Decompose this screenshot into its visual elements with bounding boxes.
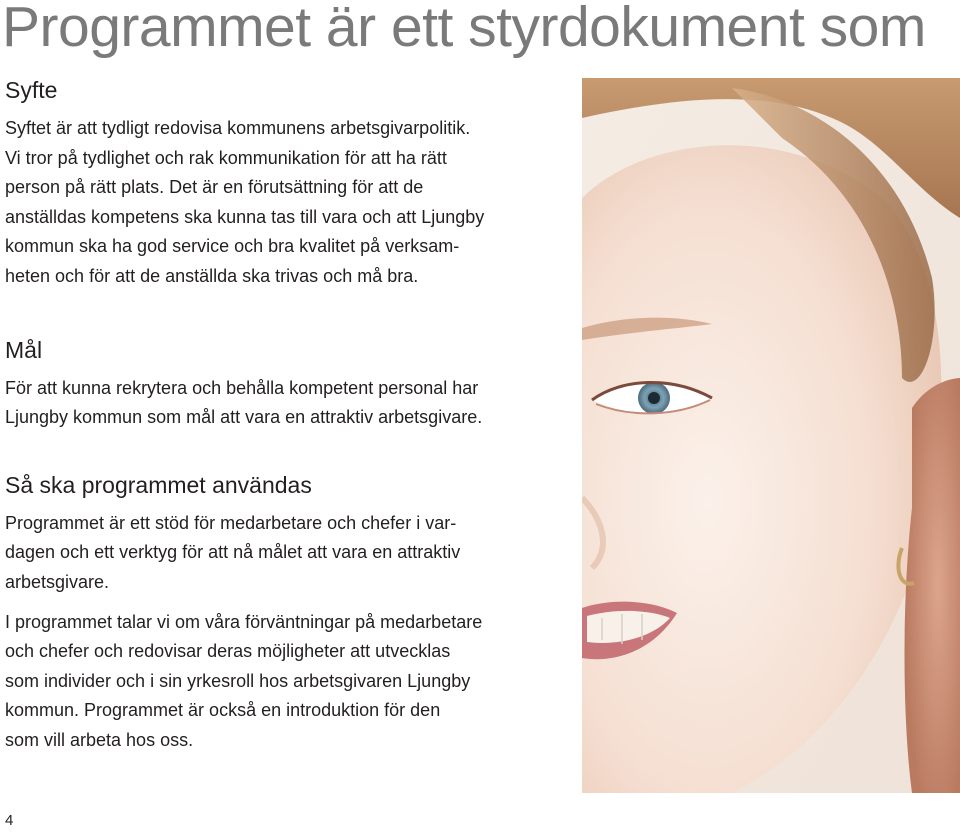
section-sa-ska-programmet-anvandas: [5, 467, 570, 756]
page-number: 4: [5, 812, 14, 829]
paragraph-sa-ska-2: [5, 608, 570, 756]
section-syfte: [5, 72, 570, 292]
portrait-photo: [582, 78, 960, 793]
text-line: Syftet är att tydligt redovisa kommunens arbetsgivarpolitik.: [5, 118, 471, 138]
text-line: dagen och ett verktyg för att nå målet att vara en attraktiv: [5, 542, 461, 563]
text-line: anställdas kompetens ska kunna tas till vara och att Ljungby: [5, 206, 485, 227]
section-heading-mal: Mål: [5, 336, 43, 363]
text-column: [5, 72, 570, 756]
text-line: kommun ska ha god service och bra kvalitet på verksam-: [5, 236, 460, 257]
section-heading-syfte: Syfte: [5, 77, 58, 103]
section-mal: [5, 332, 570, 433]
text-line: som individer och i sin yrkesroll hos arbetsgivaren Ljungby: [5, 670, 471, 691]
text-line: Vi tror på tydlighet och rak kommunikation för att ha rätt: [5, 147, 447, 168]
text-line: och chefer och redovisar deras möjligheter att utvecklas: [5, 641, 451, 662]
text-line: kommun. Programmet är också en introduktion för den: [5, 700, 441, 721]
paragraph-sa-ska-1: [5, 509, 570, 598]
text-line: arbetsgivare.: [5, 571, 110, 592]
paragraph-syfte: [5, 114, 570, 292]
text-line: som vill arbeta hos oss.: [5, 729, 194, 750]
text-line: För att kunna rekrytera och behålla kompetent personal har: [5, 377, 479, 398]
text-line: Ljungby kommun som mål att vara en attraktiv arbetsgivare.: [5, 407, 483, 428]
section-heading-sa-ska: Så ska programmet användas: [5, 471, 312, 498]
text-line: I programmet talar vi om våra förväntningar på medarbetare: [5, 611, 483, 632]
text-line: Programmet är ett stöd för medarbetare och chefer i var-: [5, 512, 457, 533]
text-line: person på rätt plats. Det är en förutsättning för att de: [5, 177, 424, 198]
page-title: Programmet är ett styrdokument som: [2, 0, 926, 59]
text-line: heten och för att de anställda ska trivas och må bra.: [5, 265, 419, 286]
paragraph-mal: [5, 374, 570, 433]
